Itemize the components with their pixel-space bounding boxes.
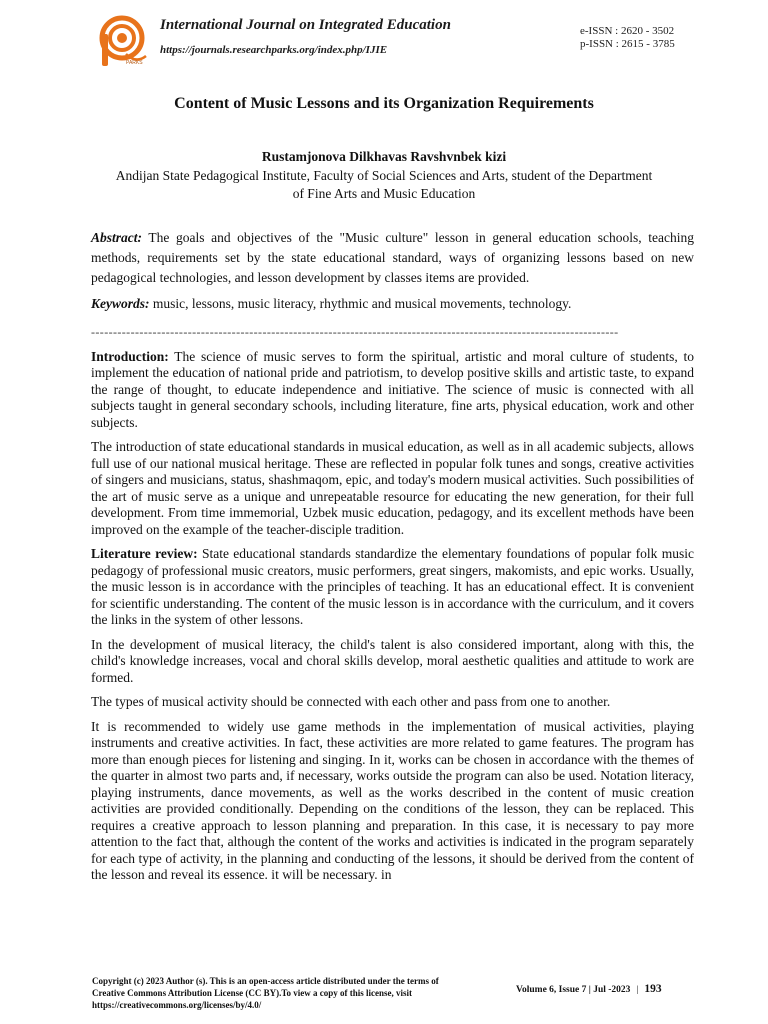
page-footer-info	[516, 983, 662, 995]
introduction-paragraph	[91, 349, 694, 432]
page-number: 193	[644, 983, 662, 995]
keywords-text: music, lessons, music literacy, rhythmic and musical movements, technology.	[149, 296, 572, 311]
abstract	[91, 228, 694, 288]
paragraph-5: The types of musical activity should be connected with each other and pass from one to another.	[91, 694, 611, 709]
introduction-label: Introduction:	[91, 348, 169, 364]
footer-separator: |	[636, 985, 639, 995]
issue-info: Volume 6, Issue 7 | Jul -2023	[516, 985, 631, 995]
paper-title: Content of Music Lessons and its Organization Requirements	[174, 95, 594, 112]
issn-block	[580, 25, 675, 51]
page-header	[0, 0, 768, 70]
paragraph-4: In the development of musical literacy, the child's talent is also considered important, along with this, the child's knowledge increases, vocal and choral skills develop, moral aesthetic qualities and attitude to work are formed.	[91, 636, 694, 685]
article-body	[91, 228, 694, 892]
journal-url-link[interactable]: https://journals.researchparks.org/index.php/IJIE	[160, 44, 388, 56]
section-divider: ------------------------------------------------------------------------------------------------------------------------	[91, 324, 619, 339]
abstract-text: The goals and objectives of the "Music culture" lesson in general education schools, teaching methods, requirements set by the state educational standard, ways of organizing lessons based on new pedagogical technologies, and lesson development by classes items are provided.	[91, 230, 694, 285]
literature-review-text: State educational standards standardize the elementary foundations of popular folk music pedagogy of professional music creators, music performers, great singers, makomists, and epic works. Usually, the music lesson is in accordance with the principles of teaching. It has an educational effect. It is convenient for scientific understanding. The content of the music lesson is in accordance with the curriculum, and it covers the links in the system of other lessons.	[91, 546, 694, 627]
author-affiliation: Andijan State Pedagogical Institute, Faculty of Social Sciences and Arts, student of the Department of Fine Arts and Music Education	[115, 168, 653, 201]
introduction-text: The science of music serves to form the spiritual, artistic and moral culture of students, to implement the education of national pride and patriotism, to develop positive skills and artistic taste, to expand the range of thought, to educate independence and initiative. The science of music is connected with all subjects taught in general secondary schools, including literature, fine arts, physical education, work and other subjects.	[91, 348, 694, 430]
svg-text:PARKS: PARKS	[126, 60, 143, 66]
keywords-label: Keywords:	[91, 296, 150, 311]
paragraph-6: It is recommended to widely use game methods in the implementation of musical activities, playing instruments and creative activities. In fact, these activities are more related to game features. The program has more than enough pieces for listening and singing. In it, works can be chosen in accordance with the themes of the quarter in almost two parts and, if necessary, works outside the program can also be used. Notation literacy, playing instruments, dance movements, as well as the works described in the content of music creation activities are provided conditionally. Depending on the conditions of the lesson, they can be replaced. This requires a creative approach to lesson planning and preparation. In this case, it is necessary to pay more attention to the fact that, although the content of the works and activities is indicated in the program separately for each type of activity, in the planning and conducting of the lessons, it should be derived from the content of the lesson and reveal its essence. it will be necessary. in	[91, 718, 694, 882]
journal-name: International Journal on Integrated Education	[160, 17, 451, 33]
keywords	[91, 296, 694, 313]
literature-review-label: Literature review:	[91, 546, 198, 561]
journal-logo-icon	[96, 14, 152, 70]
eissn: e-ISSN : 2620 - 3502	[580, 25, 675, 37]
paragraph-2: The introduction of state educational standards in musical education, as well as in all academic subjects, allows full use of our national musical heritage. These are reflected in popular folk tunes and songs, creative activities of singers and musicians, status, shashmaqom, epic, and today's modern musical activities. Such possibilities of the art of music serve as a unique and unrepeatable resource for educating the new generation, for their full development. From time immemorial, Uzbek music education, pedagogy, and its excellent methods have been improved on the example of the teacher-disciple tradition.	[91, 439, 694, 537]
author-name: Rustamjonova Dilkhavas Ravshvnbek kizi	[261, 149, 507, 164]
copyright-notice: Copyright (c) 2023 Author (s). This is an open-access article distributed under the terms of Creative Commons Attribution License (CC BY).To view a copy of this license, visit https://creativecommons.org/licenses/by/4.0/	[92, 976, 439, 1010]
pissn: p-ISSN : 2615 - 3785	[580, 38, 675, 50]
literature-review-paragraph	[91, 546, 694, 629]
abstract-label: Abstract:	[91, 230, 143, 245]
